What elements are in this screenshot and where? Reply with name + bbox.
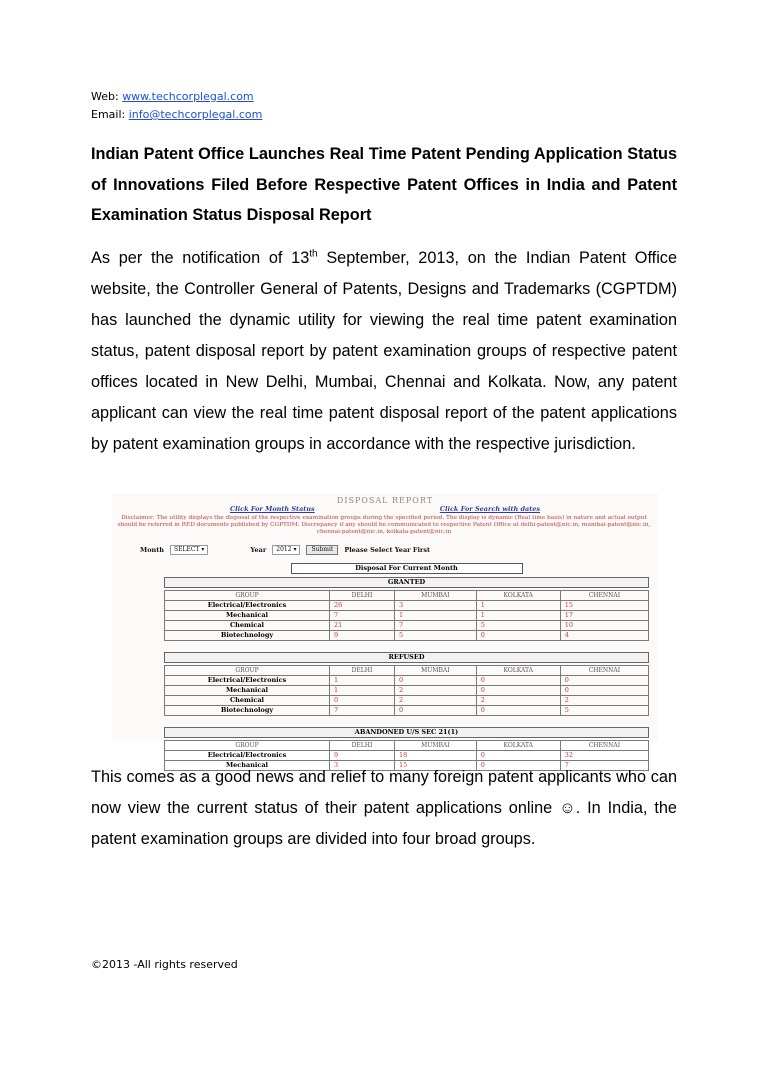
count-cell: 2 xyxy=(476,696,560,706)
column-header: MUMBAI xyxy=(395,741,477,751)
count-cell: 0 xyxy=(476,751,560,761)
month-status-link[interactable]: Click For Month Status xyxy=(230,505,315,513)
chevron-down-icon: ▾ xyxy=(293,546,297,553)
year-select[interactable] xyxy=(272,545,300,555)
group-name-cell: Biotechnology xyxy=(165,631,330,641)
count-cell: 0 xyxy=(476,761,560,771)
disposal-report-figure xyxy=(112,493,658,769)
section-heading: ABANDONED U/S SEC 21(1) xyxy=(164,727,649,738)
count-cell: 1 xyxy=(330,686,395,696)
submit-button[interactable]: Submit xyxy=(306,545,338,555)
section-spacer xyxy=(164,641,649,649)
count-cell: 17 xyxy=(560,611,648,621)
count-cell: 15 xyxy=(560,601,648,611)
count-cell: 9 xyxy=(330,751,395,761)
count-cell: 7 xyxy=(395,621,477,631)
table-row xyxy=(165,706,649,716)
group-name-cell: Electrical/Electronics xyxy=(165,676,330,686)
disposal-table xyxy=(164,665,649,716)
count-cell: 3 xyxy=(330,761,395,771)
email-link[interactable]: info@techcorplegal.com xyxy=(128,108,263,121)
count-cell: 21 xyxy=(330,621,395,631)
count-cell: 7 xyxy=(330,611,395,621)
count-cell: 32 xyxy=(560,751,648,761)
count-cell: 1 xyxy=(395,611,477,621)
section-heading: GRANTED xyxy=(164,577,649,588)
table-row xyxy=(165,621,649,631)
group-name-cell: Biotechnology xyxy=(165,706,330,716)
count-cell: 7 xyxy=(330,706,395,716)
table-row xyxy=(165,611,649,621)
count-cell: 0 xyxy=(476,706,560,716)
column-header: MUMBAI xyxy=(395,666,477,676)
ordinal-suffix: th xyxy=(309,248,318,260)
contact-header xyxy=(91,88,262,124)
email-label: Email: xyxy=(91,108,129,121)
count-cell: 3 xyxy=(395,601,477,611)
column-header: CHENNAI xyxy=(560,591,648,601)
month-select-value: SELECT xyxy=(174,546,200,553)
table-row xyxy=(165,686,649,696)
count-cell: 1 xyxy=(330,676,395,686)
month-label: Month xyxy=(140,546,164,554)
group-name-cell: Mechanical xyxy=(165,761,330,771)
disclaimer: Disclaimer: The utility displays the disposal of the respective examination groups during the specified period. The display is dynamic (Real time basis) in nature and actual output should be referred in RED documents published by CGPTDM. Discrepancy if any should be communicated to respective Patent Office at delhi-patent@nic.in, mumbai-patent@nic.in, chennai-patent@nic.in, kolkata-patent@nic.in xyxy=(117,515,651,535)
count-cell: 2 xyxy=(560,696,648,706)
column-header: DELHI xyxy=(330,666,395,676)
group-name-cell: Electrical/Electronics xyxy=(165,601,330,611)
count-cell: 9 xyxy=(330,631,395,641)
column-header: DELHI xyxy=(330,591,395,601)
group-name-cell: Chemical xyxy=(165,621,330,631)
web-line xyxy=(91,88,262,106)
group-name-cell: Electrical/Electronics xyxy=(165,751,330,761)
count-cell: 10 xyxy=(560,621,648,631)
search-dates-link[interactable]: Click For Search with dates xyxy=(439,505,540,513)
table-header-row xyxy=(165,591,649,601)
chevron-down-icon: ▾ xyxy=(201,546,205,553)
year-label: Year xyxy=(250,546,267,554)
report-controls xyxy=(140,545,640,555)
paragraph-1-start: As per the notification of 13 xyxy=(91,249,310,267)
paragraph-1 xyxy=(91,243,677,460)
report-caption: Disposal For Current Month xyxy=(291,563,523,574)
count-cell: 1 xyxy=(476,611,560,621)
column-header: GROUP xyxy=(165,591,330,601)
table-header-row xyxy=(165,741,649,751)
count-cell: 0 xyxy=(395,706,477,716)
group-name-cell: Mechanical xyxy=(165,611,330,621)
table-row xyxy=(165,696,649,706)
table-row xyxy=(165,676,649,686)
count-cell: 0 xyxy=(330,696,395,706)
count-cell: 26 xyxy=(330,601,395,611)
column-header: CHENNAI xyxy=(560,666,648,676)
count-cell: 5 xyxy=(395,631,477,641)
paragraph-1-rest: September, 2013, on the Indian Patent Office website, the Controller General of Patents, Designs and Trademarks (CGPTDM) has launched the dynamic utility for viewing the real time patent examination status, patent disposal report by patent examination groups of respective patent offices located in New Delhi, Mumbai, Chennai and Kolkata. Now, any patent applicant can view the real time patent disposal report of the patent applications by patent examination groups in accordance with the respective jurisdiction. xyxy=(91,249,678,453)
column-header: CHENNAI xyxy=(560,741,648,751)
column-header: KOLKATA xyxy=(476,666,560,676)
email-line xyxy=(91,106,262,124)
year-prompt: Please Select Year First xyxy=(344,546,431,554)
table-row xyxy=(165,631,649,641)
figure-title: DISPOSAL REPORT xyxy=(336,496,434,505)
disposal-table xyxy=(164,590,649,641)
table-row xyxy=(165,601,649,611)
section-spacer xyxy=(164,716,649,724)
group-name-cell: Mechanical xyxy=(165,686,330,696)
column-header: KOLKATA xyxy=(476,591,560,601)
web-label: Web: xyxy=(91,90,123,103)
section-heading: REFUSED xyxy=(164,652,649,663)
table-row xyxy=(165,751,649,761)
month-select[interactable] xyxy=(170,545,208,555)
group-name-cell: Chemical xyxy=(165,696,330,706)
column-header: KOLKATA xyxy=(476,741,560,751)
column-header: DELHI xyxy=(330,741,395,751)
count-cell: 18 xyxy=(395,751,477,761)
count-cell: 1 xyxy=(476,601,560,611)
count-cell: 7 xyxy=(560,761,648,771)
count-cell: 4 xyxy=(560,631,648,641)
count-cell: 0 xyxy=(476,686,560,696)
count-cell: 0 xyxy=(560,686,648,696)
count-cell: 0 xyxy=(476,676,560,686)
count-cell: 0 xyxy=(395,676,477,686)
web-link[interactable]: www.techcorplegal.com xyxy=(122,90,254,103)
figure-links xyxy=(230,505,540,513)
count-cell: 5 xyxy=(560,706,648,716)
count-cell: 15 xyxy=(395,761,477,771)
count-cell: 2 xyxy=(395,686,477,696)
paragraph-2: This comes as a good news and relief to many foreign patent applicants who can now view the current status of their patent applications online ☺. In India, the patent examination groups are divided into four broad groups. xyxy=(91,768,677,848)
report-tables xyxy=(164,563,649,771)
count-cell: 2 xyxy=(395,696,477,706)
article-title: Indian Patent Office Launches Real Time Patent Pending Application Status of Innovations Filed Before Respective Patent Offices in India and Patent Examination Status Disposal Report xyxy=(91,145,677,224)
column-header: GROUP xyxy=(165,666,330,676)
count-cell: 0 xyxy=(560,676,648,686)
footer-copyright: ©2013 -All rights reserved xyxy=(91,958,238,971)
count-cell: 0 xyxy=(476,631,560,641)
column-header: MUMBAI xyxy=(395,591,477,601)
count-cell: 5 xyxy=(476,621,560,631)
table-header-row xyxy=(165,666,649,676)
year-select-value: 2012 xyxy=(276,546,292,553)
column-header: GROUP xyxy=(165,741,330,751)
